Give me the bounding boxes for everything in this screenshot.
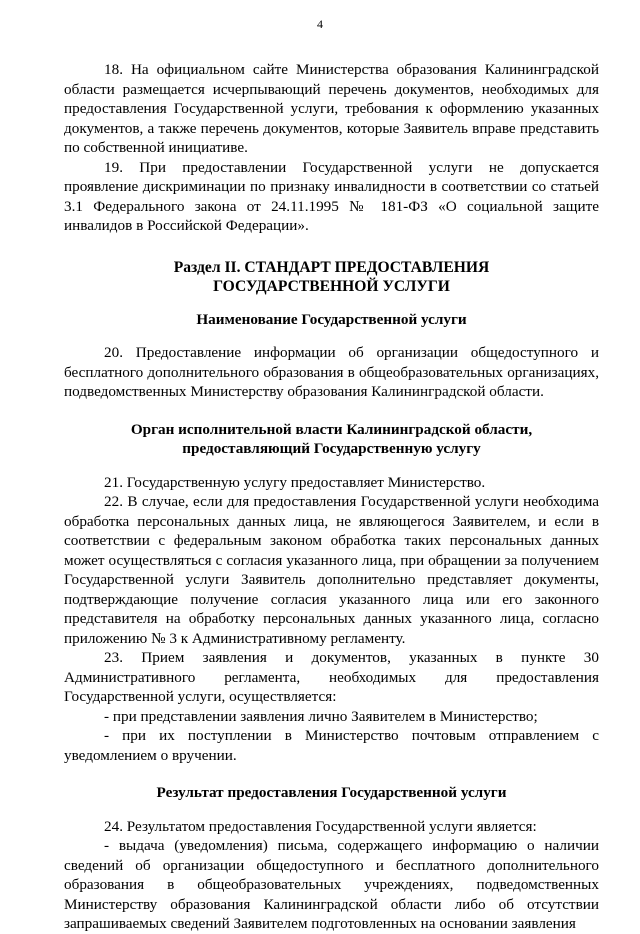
document-body — [64, 60, 599, 934]
paragraph-23-item-2: - при их поступлении в Министерство почтовым отправлением с уведомлением о вручении. — [64, 727, 599, 764]
paragraph-18: 18. На официальном сайте Министерства образования Калининградской области размещается исчерпывающий перечень документов, необходимых для предоставления Государственной услуги, требования к оформлению указанных документов, а также перечень документов, которые Заявитель вправе представить по собственной инициативе. — [64, 61, 599, 156]
subsection-organ-line-1: Орган исполнительной власти Калининградской области, — [130, 420, 533, 438]
paragraph-20: 20. Предоставление информации об организации общедоступного и бесплатного дополнительного образования в общеобразовательных организациях, подведомственных Министерству образования Калининградской области. — [64, 344, 599, 400]
section-title — [64, 258, 599, 296]
paragraph-23: 23. Прием заявления и документов, указанных в пункте 30 Административного регламента, необходимых для предоставления Государственной услуги, осуществляется: — [64, 649, 599, 705]
section-title-line-1: Раздел II. СТАНДАРТ ПРЕДОСТАВЛЕНИЯ — [173, 258, 490, 276]
paragraph-23-item-1: - при представлении заявления лично Заявителем в Министерство; — [104, 707, 538, 725]
subsection-title-result: Результат предоставления Государственной услуги — [156, 784, 507, 801]
section-title-line-2: ГОСУДАРСТВЕННОЙ УСЛУГИ — [213, 277, 450, 295]
paragraph-22: 22. В случае, если для предоставления Государственной услуги необходима обработка персональных данных лица, не являющегося Заявителем, и если в соответствии с федеральным законом обработка таких персональных данных может осуществляться с согласия указанного лица, при обращении за получением Государственной услуги Заявитель дополнительно представляет документы, подтверждающие получение согласия указанного лица или его законного представителя на обработку персональных данных указанного лица, согласно приложению № 3 к Административному регламенту. — [64, 493, 599, 647]
subsection-title-organ — [64, 420, 599, 459]
subsection-organ-line-2: предоставляющий Государственную услугу — [182, 440, 481, 457]
paragraph-24-item-1: - выдача (уведомления) письма, содержащего информацию о наличии сведений об организации общедоступного и бесплатного дополнительного образования в общеобразовательных учреждениях, подведомственных Министерству образования Калининградской области либо об отсутствии запрашиваемых сведений Заявителем подготовленных на основании заявления — [64, 837, 599, 932]
paragraph-21: 21. Государственную услугу предоставляет Министерство. — [104, 473, 486, 491]
page-number: 4 — [317, 17, 323, 31]
subsection-title-name: Наименование Государственной услуги — [196, 310, 467, 328]
paragraph-24: 24. Результатом предоставления Государственной услуги является: — [104, 817, 537, 835]
paragraph-19: 19. При предоставлении Государственной услуги не допускается проявление дискриминации по признаку инвалидности в соответствии со статьей 3.1 Федерального закона от 24.11.1995 № 181-ФЗ «О социальной защите инвалидов в Российской Федерации». — [64, 158, 599, 234]
